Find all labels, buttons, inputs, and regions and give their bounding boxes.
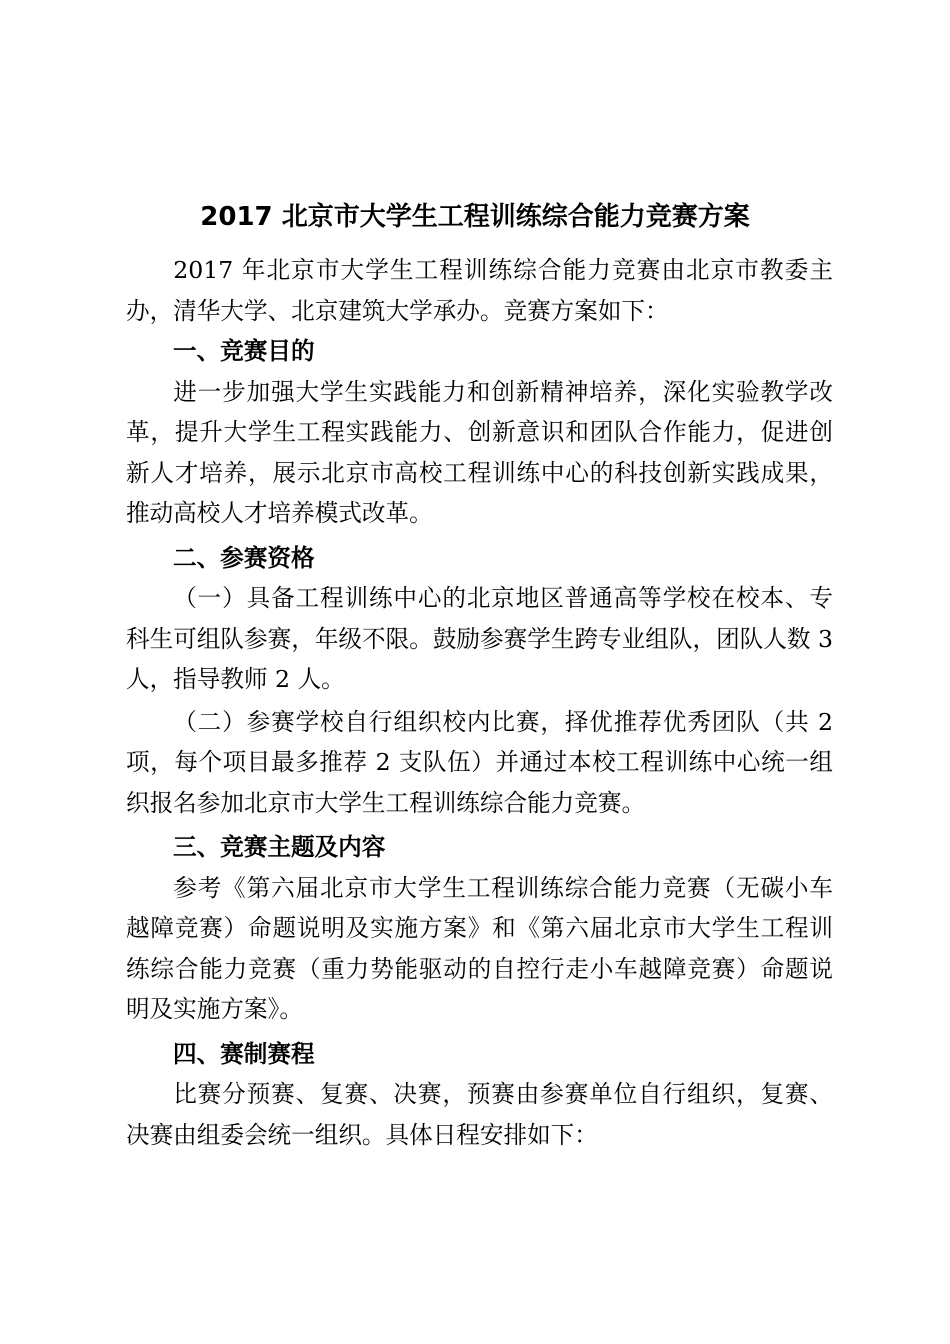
section-paragraph-purpose: 进一步加强大学生实践能力和创新精神培养，深化实验教学改革，提升大学生工程实践能力、创新意识和团队合作能力，促进创新人才培养，展示北京市高校工程训练中心的科技创新实践成果，推动高校人才培养模式改革。 xyxy=(126,377,833,527)
section-heading-eligibility: 二、参赛资格 xyxy=(173,543,315,572)
section-paragraph-schedule: 比赛分预赛、复赛、决赛，预赛由参赛单位自行组织，复赛、决赛由组委会统一组织。具体日程安排如下： xyxy=(126,1080,833,1149)
document-title: 2017 北京市大学生工程训练综合能力竞赛方案 xyxy=(200,202,750,232)
section-paragraph-theme: 参考《第六届北京市大学生工程训练综合能力竞赛（无碳小车越障竞赛）命题说明及实施方案》和《第六届北京市大学生工程训练综合能力竞赛（重力势能驱动的自控行走小车越障竞赛）命题说明及实施方案》。 xyxy=(126,873,833,1023)
section-paragraph-eligibility-2: （二）参赛学校自行组织校内比赛，择优推荐优秀团队（共 2 项，每个项目最多推荐 2 支队伍）并通过本校工程训练中心统一组织报名参加北京市大学生工程训练综合能力竞赛。 xyxy=(126,707,833,817)
section-heading-theme: 三、竞赛主题及内容 xyxy=(173,833,386,861)
section-heading-purpose: 一、竞赛目的 xyxy=(173,337,315,365)
document-body xyxy=(126,250,833,1155)
section-heading-schedule: 四、赛制赛程 xyxy=(173,1039,315,1068)
intro-paragraph: 2017 年北京市大学生工程训练综合能力竞赛由北京市教委主办，清华大学、北京建筑大学承办。竞赛方案如下： xyxy=(126,256,833,325)
section-paragraph-eligibility-1: （一）具备工程训练中心的北京地区普通高等学校在校本、专科生可组队参赛，年级不限。鼓励参赛学生跨专业组队，团队人数 3 人，指导教师 2 人。 xyxy=(126,584,833,693)
